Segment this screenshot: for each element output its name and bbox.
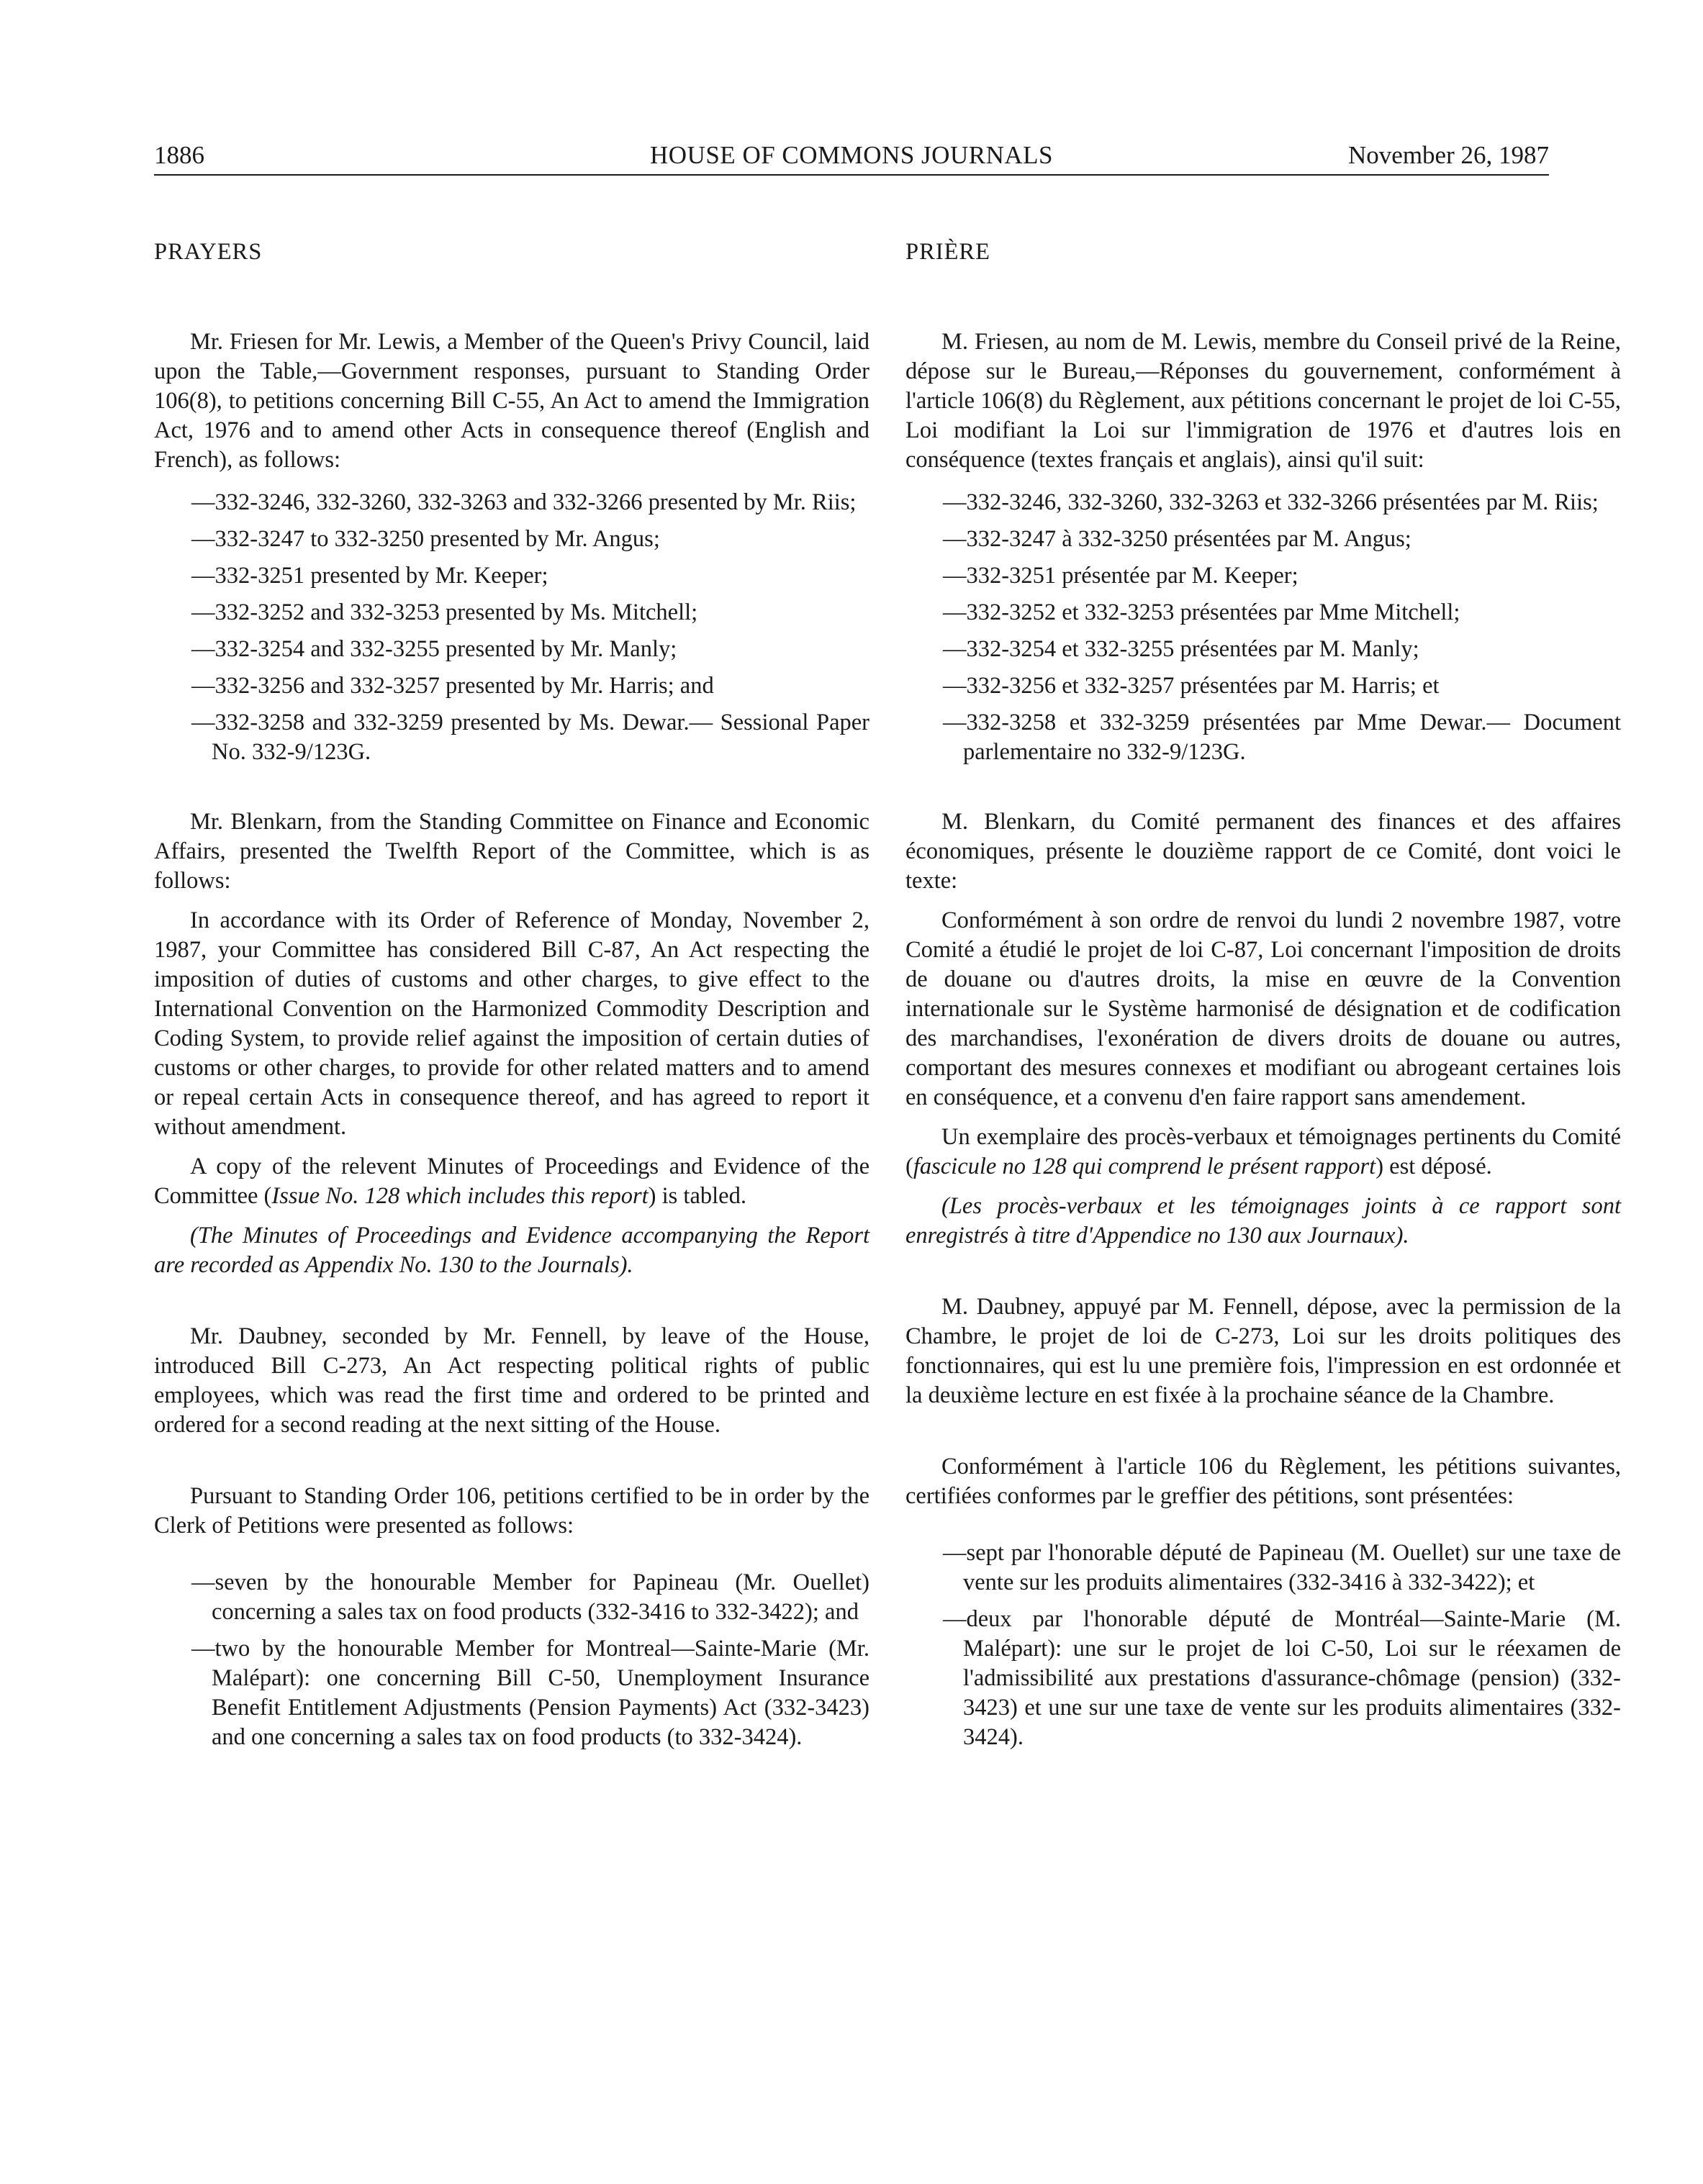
friesen-item-fr: —332-3256 et 332-3257 présentées par M. Harris; et xyxy=(943,673,1440,699)
copy-text-italic-fr: fascicule no 128 qui comprend le présent rapport xyxy=(913,1154,1376,1179)
copy-text-start-fr: Un exemplaire des procès-verbaux et témoignages pertinents du Comité ( xyxy=(905,1124,1621,1179)
minutes-note: (The Minutes of Proceedings and Evidence accompanying the Report are recorded as Appendix No. 130 to the Journals). xyxy=(154,1223,869,1278)
copy-tabled xyxy=(154,1152,869,1211)
petition-item: —two by the honourable Member for Montreal—Sainte-Marie (Mr. Malépart): one concerning Bill C-50, Unemployment Insurance Benefit Entitlement Adjustments (Pension Payments) Act (332-3423) and one concerning a sales tax on food products (to 332-3424). xyxy=(191,1636,869,1750)
copy-text-end-fr: ) est déposé. xyxy=(1376,1154,1492,1179)
french-column xyxy=(905,237,1621,1752)
petitions-intro: Pursuant to Standing Order 106, petitions certified to be in order by the Clerk of Petitions were presented as follows: xyxy=(154,1483,869,1539)
petition-item: —seven by the honourable Member for Papineau (Mr. Ouellet) concerning a sales tax on food products (332-3416 to 332-3422); and xyxy=(191,1569,869,1625)
friesen-item: —332-3246, 332-3260, 332-3263 and 332-3266 presented by Mr. Riis; xyxy=(191,489,857,515)
friesen-item: —332-3254 and 332-3255 presented by Mr. Manly; xyxy=(191,636,677,662)
friesen-item-fr: —332-3252 et 332-3253 présentées par Mme Mitchell; xyxy=(943,599,1460,625)
blenkarn-report: In accordance with its Order of Reference of Monday, November 2, 1987, your Committee has considered Bill C-87, An Act respecting the imposition of duties of customs and other charges, to give effect to the International Convention on the Harmonized Commodity Description and Coding System, to provide relief against the imposition of certain duties of customs or other charges, to provide for other related matters and to amend or repeal certain Acts in consequence thereof, and has agreed to report it without amendment. xyxy=(154,907,869,1140)
english-column xyxy=(154,237,869,1752)
petition-item-fr: —deux par l'honorable député de Montréal—Sainte-Marie (M. Malépart): une sur le projet de loi C-50, Loi sur le réexamen de l'admissibilité aux prestations d'assurance-chômage (pension) (332-3423) et une sur une taxe de vente sur les produits alimentaires (332-3424). xyxy=(943,1606,1621,1750)
friesen-item: —332-3252 and 332-3253 presented by Ms. Mitchell; xyxy=(191,599,698,625)
copy-text-end: ) is tabled. xyxy=(648,1183,746,1209)
friesen-item-fr: —332-3247 à 332-3250 présentées par M. Angus; xyxy=(943,526,1411,552)
friesen-item: —332-3256 and 332-3257 presented by Mr. Harris; and xyxy=(191,673,714,699)
daubney-bill-fr: M. Daubney, appuyé par M. Fennell, dépose, avec la permission de la Chambre, le projet de loi de C-273, Loi sur les droits politiques des fonctionnaires, qui est lu une première fois, l'impression en est ordonnée et la deuxième lecture en est fixée à la prochaine séance de la Chambre. xyxy=(905,1294,1621,1408)
daubney-bill: Mr. Daubney, seconded by Mr. Fennell, by leave of the House, introduced Bill C-273, An Act respecting political rights of public employees, which was read the first time and ordered to be printed and ordered for a second reading at the next sitting of the House. xyxy=(154,1323,869,1438)
copy-text-italic: Issue No. 128 which includes this report xyxy=(271,1183,649,1209)
page-header xyxy=(154,141,1549,176)
friesen-item-fr: —332-3258 et 332-3259 présentées par Mme Dewar.— Document parlementaire no 332-9/123G. xyxy=(943,710,1621,765)
journal-date: November 26, 1987 xyxy=(1348,141,1549,169)
copy-tabled-fr xyxy=(905,1123,1621,1182)
friesen-item: —332-3258 and 332-3259 presented by Ms. Dewar.— Sessional Paper No. 332-9/123G. xyxy=(191,710,869,765)
friesen-item-fr: —332-3254 et 332-3255 présentées par M. Manly; xyxy=(943,636,1419,662)
heading-priere: PRIÈRE xyxy=(905,239,990,265)
heading-prayers: PRAYERS xyxy=(154,239,263,265)
friesen-intro-fr: M. Friesen, au nom de M. Lewis, membre du Conseil privé de la Reine, dépose sur le Bureau,—Réponses du gouvernement, conformément à l'article 106(8) du Règlement, aux pétitions concernant le projet de loi C-55, Loi modifiant la Loi sur l'immigration de 1976 et d'autres lois en conséquence (textes français et anglais), ainsi qu'il suit: xyxy=(905,329,1621,473)
minutes-note-fr: (Les procès-verbaux et les témoignages joints à ce rapport sont enregistrés à titre d'Appendice no 130 aux Journaux). xyxy=(905,1193,1621,1249)
blenkarn-intro: Mr. Blenkarn, from the Standing Committee on Finance and Economic Affairs, presented the Twelfth Report of the Committee, which is as follows: xyxy=(154,809,869,894)
petition-item-fr: —sept par l'honorable député de Papineau (M. Ouellet) sur une taxe de vente sur les produits alimentaires (332-3416 à 332-3422); et xyxy=(943,1540,1621,1595)
header-rule xyxy=(154,174,1549,176)
copy-text-start: A copy of the relevent Minutes of Proceedings and Evidence of the Committee ( xyxy=(154,1154,869,1209)
friesen-intro: Mr. Friesen for Mr. Lewis, a Member of the Queen's Privy Council, laid upon the Table,—Government responses, pursuant to Standing Order 106(8), to petitions concerning Bill C-55, An Act to amend the Immigration Act, 1976 and to amend other Acts in consequence thereof (English and French), as follows: xyxy=(154,329,869,473)
friesen-item-fr: —332-3246, 332-3260, 332-3263 et 332-3266 présentées par M. Riis; xyxy=(943,489,1599,515)
petitions-intro-fr: Conformément à l'article 106 du Règlement, les pétitions suivantes, certifiées conformes par le greffier des pétitions, sont présentées: xyxy=(905,1454,1621,1509)
page-number: 1886 xyxy=(154,141,204,169)
friesen-item: —332-3247 to 332-3250 presented by Mr. Angus; xyxy=(191,526,660,552)
journal-title: HOUSE OF COMMONS JOURNALS xyxy=(650,141,1053,169)
blenkarn-report-fr: Conformément à son ordre de renvoi du lundi 2 novembre 1987, votre Comité a étudié le projet de loi C-87, Loi concernant l'imposition de droits de douane ou d'autres droits, la mise en œuvre de la Convention internationale sur le Système harmonisé de désignation et de codification des marchandises, l'exonération de divers droits de douane ou autres, comportant des mesures connexes et modifiant ou abrogeant certaines lois en conséquence, et a convenu d'en faire rapport sans amendement. xyxy=(905,907,1621,1110)
blenkarn-intro-fr: M. Blenkarn, du Comité permanent des finances et des affaires économiques, présente le douzième rapport de ce Comité, dont voici le texte: xyxy=(905,809,1621,894)
friesen-item: —332-3251 presented by Mr. Keeper; xyxy=(191,563,548,589)
friesen-item-fr: —332-3251 présentée par M. Keeper; xyxy=(943,563,1298,589)
